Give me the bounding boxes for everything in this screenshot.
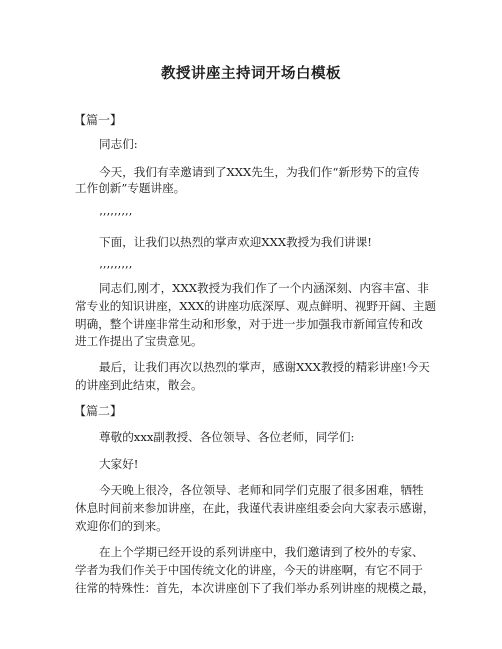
paragraph-line: 欢迎你们的到来。 — [75, 519, 168, 533]
paragraph-line: 的讲座到此结束，散会。 — [75, 378, 203, 392]
paragraph-line: 休息时间前来参加讲座，在此，我谨代表讲座组委会向大家表示感谢， — [75, 501, 435, 515]
paragraph-line: 学者为我们作关于中国传统文化的讲座，今天的讲座啊，有它不同于 — [75, 563, 423, 577]
paragraph-line: 进工作提出了宝贵意见。 — [75, 334, 203, 348]
greeting-2: 尊敬的xxx副教授、各位领导、各位老师，同学们: — [99, 430, 355, 444]
paragraph-line: 下面，让我们以热烈的掌声欢迎XXX教授为我们讲课! — [99, 235, 372, 249]
paragraph-line: 工作创新”专题讲座。 — [75, 181, 186, 195]
greeting-1: 同志们: — [99, 137, 138, 151]
paragraph-line: 在上个学期已经开设的系列讲座中，我们邀请到了校外的专家、 — [99, 545, 424, 559]
page-title: 教授讲座主持词开场白模板 — [161, 65, 341, 82]
section-heading-1: 【篇一】 — [74, 113, 123, 127]
paragraph-line: 同志们,刚才，XXX教授为我们作了一个内涵深刻、内容丰富、非 — [99, 281, 429, 295]
paragraph-line: 今天，我们有幸邀请到了XXX先生，为我们作“新形势下的宣传 — [99, 165, 420, 179]
ellipsis-marker: ’’’’’’’’’ — [99, 210, 133, 224]
paragraph-line: 常专业的知识讲座，XXX的讲座功底深厚、观点鲜明、视野开阔、主题 — [75, 299, 436, 313]
paragraph-line: 最后，让我们再次以热烈的掌声，感谢XXX教授的精彩讲座!今天 — [99, 360, 430, 374]
paragraph-line: 往常的特殊性：首先，本次讲座创下了我们举办系列讲座的规模之最， — [75, 581, 435, 595]
paragraph-line: 今天晚上很冷，各位领导、老师和同学们克服了很多困难，牺牲 — [99, 483, 424, 497]
section-heading-2: 【篇二】 — [74, 404, 123, 418]
paragraph-line: 大家好! — [99, 457, 139, 471]
paragraph-line: 明确，整个讲座非常生动和形象，对于进一步加强我市新闻宣传和改 — [75, 317, 423, 331]
ellipsis-marker: ’’’’’’’’’ — [99, 263, 133, 277]
